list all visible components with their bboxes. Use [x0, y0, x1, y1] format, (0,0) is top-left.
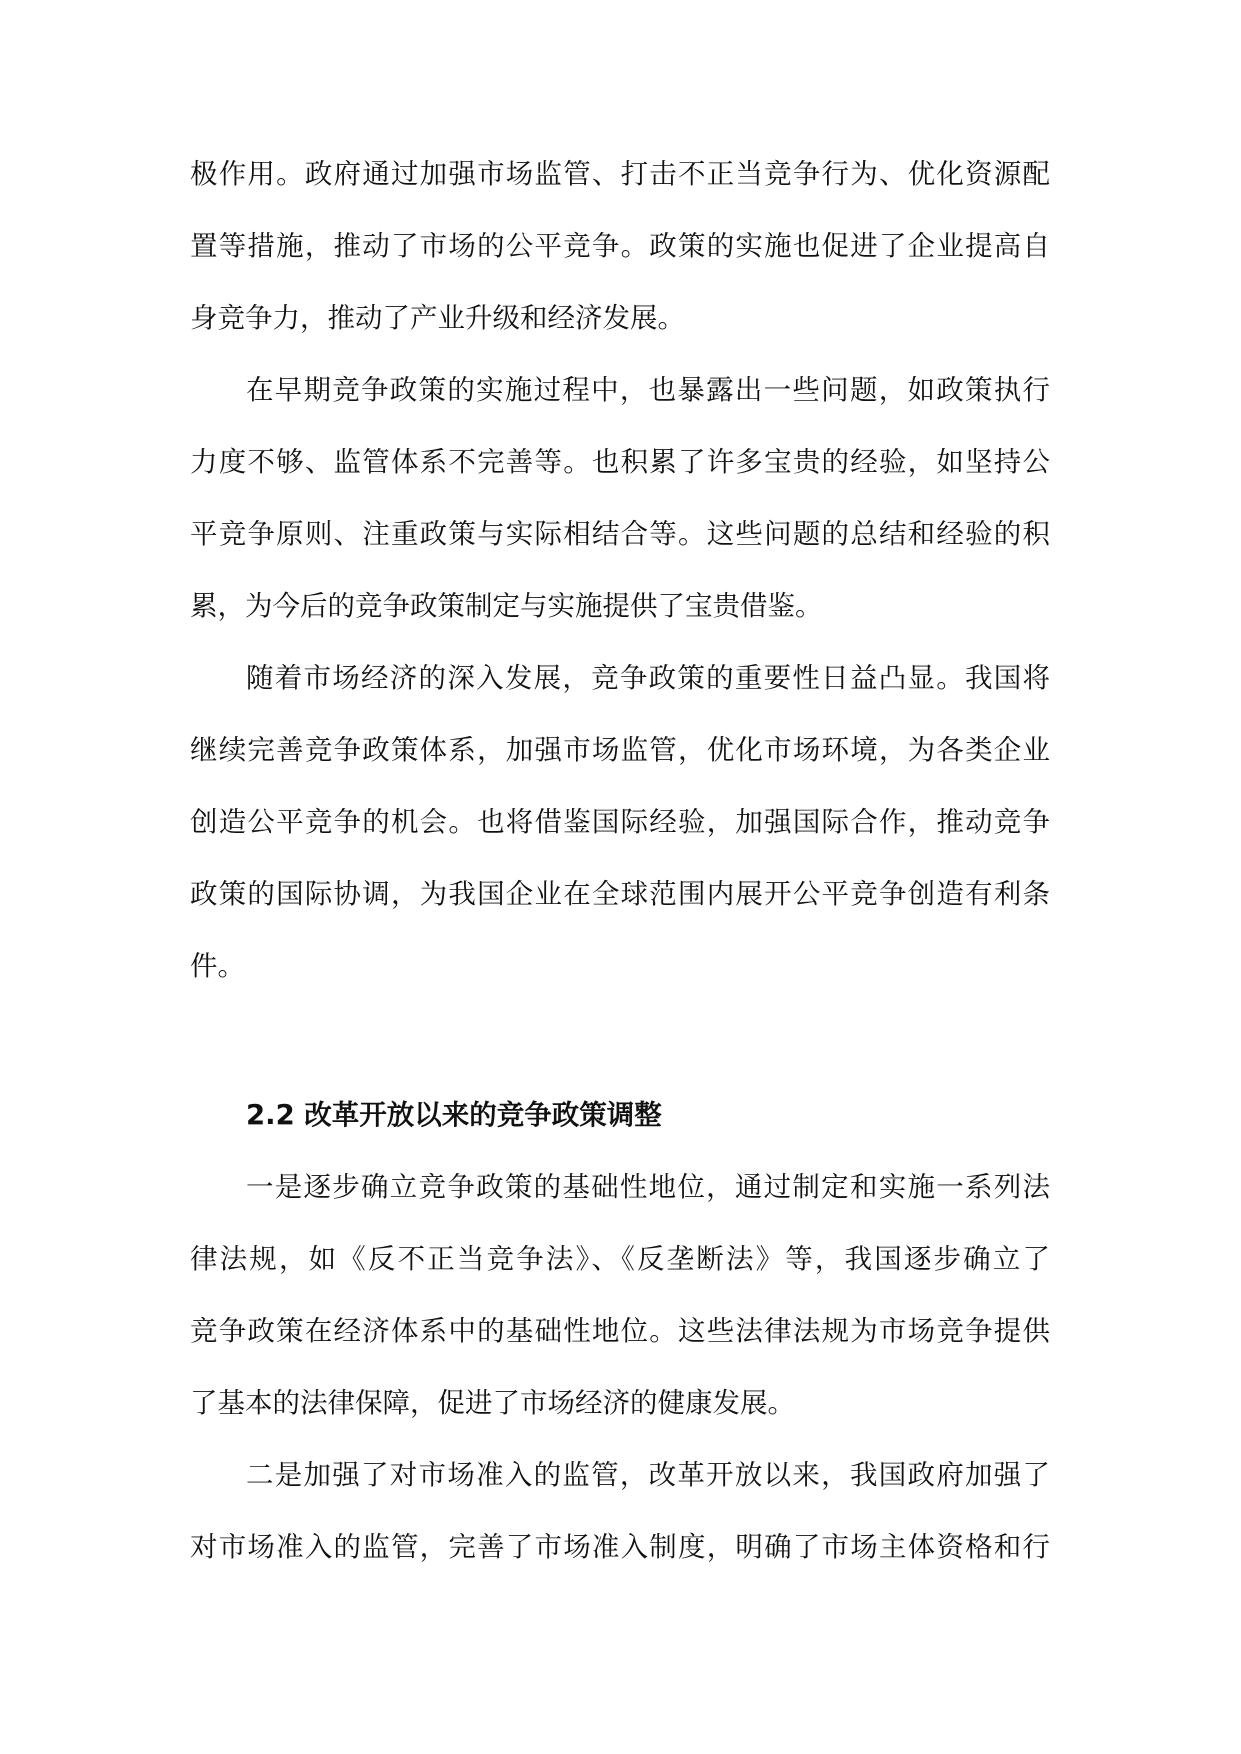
paragraph-line: 置等措施，推动了市场的公平竞争。政策的实施也促进了企业提高自 [190, 230, 1050, 262]
paragraph-line: 随着市场经济的深入发展，竞争政策的重要性日益凸显。我国将 [246, 662, 1050, 694]
paragraph-line: 极作用。政府通过加强市场监管、打击不正当竞争行为、优化资源配 [190, 158, 1050, 190]
paragraph-line: 力度不够、监管体系不完善等。也积累了许多宝贵的经验，如坚持公 [190, 446, 1050, 478]
paragraph-line: 对市场准入的监管，完善了市场准入制度，明确了市场主体资格和行 [190, 1531, 1050, 1563]
paragraph-line: 身竞争力，推动了产业升级和经济发展。 [190, 302, 685, 334]
paragraph-line: 了基本的法律保障，促进了市场经济的健康发展。 [190, 1387, 795, 1419]
paragraph-line: 创造公平竞争的机会。也将借鉴国际经验，加强国际合作，推动竞争 [190, 806, 1050, 838]
paragraph-line: 政策的国际协调，为我国企业在全球范围内展开公平竞争创造有利条 [190, 878, 1050, 910]
paragraph-line: 累，为今后的竞争政策制定与实施提供了宝贵借鉴。 [190, 590, 823, 622]
paragraph-line: 竞争政策在经济体系中的基础性地位。这些法律法规为市场竞争提供 [190, 1315, 1050, 1347]
paragraph-line: 律法规，如《反不正当竞争法》、《反垄断法》等，我国逐步确立了 [190, 1243, 1050, 1275]
paragraph-line: 继续完善竞争政策体系，加强市场监管，优化市场环境，为各类企业 [190, 734, 1050, 766]
paragraph-line: 二是加强了对市场准入的监管，改革开放以来，我国政府加强了 [246, 1459, 1050, 1491]
section-heading: 2.2 改革开放以来的竞争政策调整 [246, 1099, 662, 1131]
paragraph-line: 平竞争原则、注重政策与实际相结合等。这些问题的总结和经验的积 [190, 518, 1050, 550]
paragraph-line: 一是逐步确立竞争政策的基础性地位，通过制定和实施一系列法 [246, 1171, 1050, 1203]
paragraph-line: 件。 [190, 950, 245, 982]
paragraph-line: 在早期竞争政策的实施过程中，也暴露出一些问题，如政策执行 [246, 374, 1050, 406]
